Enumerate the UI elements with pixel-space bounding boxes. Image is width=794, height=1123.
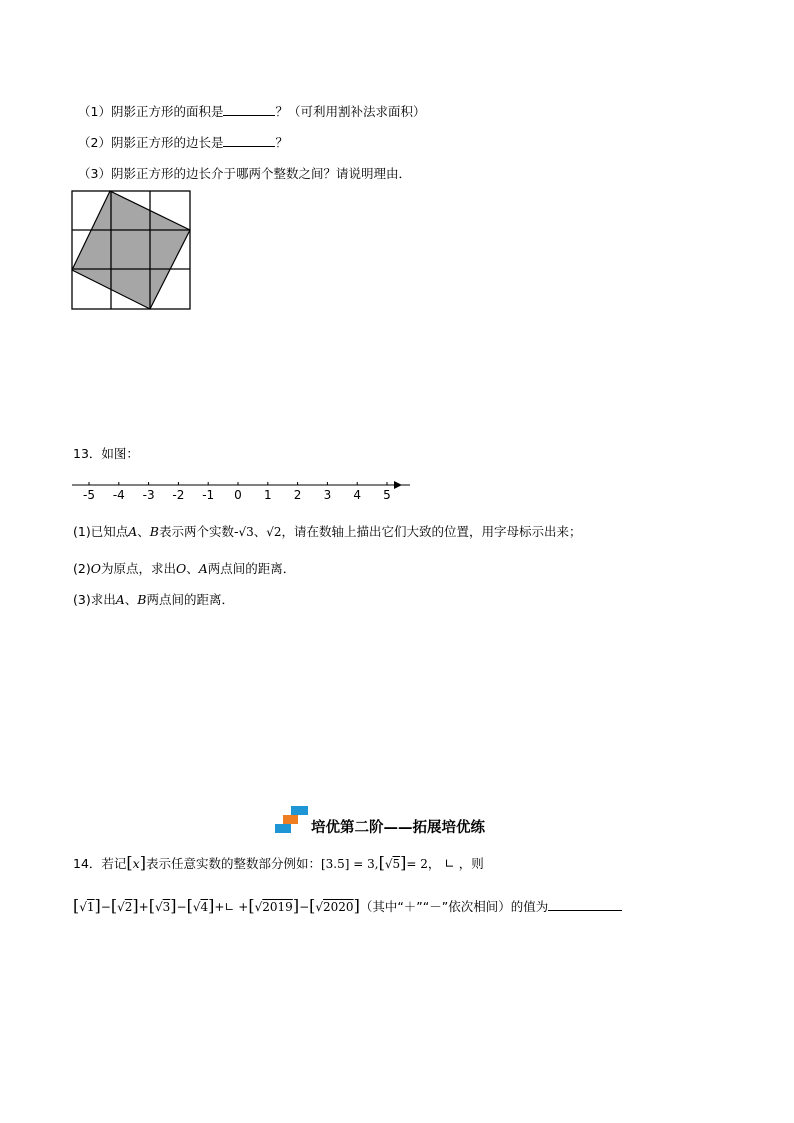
point-label-a: A <box>198 561 208 576</box>
q13-p3-tail: 两点间的距离． <box>146 592 234 607</box>
q13-p2-tail: 两点间的距离． <box>207 561 296 576</box>
variable-x: x <box>132 856 140 871</box>
q13-p1-prefix: (1)已知点 <box>73 524 129 539</box>
q12-line3-text: （3）阴影正方形的边长介于哪两个整数之间？请说明理由． <box>78 166 411 181</box>
bracket-right: ] <box>353 896 360 915</box>
q12-line2-tail: ？ <box>275 135 288 150</box>
answer-blank[interactable] <box>223 103 275 116</box>
q14-line1-tail: ， ∟ ，则 <box>427 856 484 871</box>
q13-p1-tail: ，请在数轴上描出它们大致的位置，用字母标示出来； <box>281 524 582 539</box>
sqrt-sign: √ <box>117 900 125 914</box>
bracket-left: [ <box>110 896 118 915</box>
tick-label: 2 <box>293 488 302 502</box>
bracket-left: [ <box>186 896 193 915</box>
point-label-a: A <box>115 592 125 607</box>
sqrt-2: √2 <box>266 525 282 539</box>
q12-line1-text: （1）阴影正方形的面积是 <box>78 104 224 119</box>
point-label-b: B <box>137 592 147 607</box>
q14-line1 <box>73 855 484 872</box>
tick-label: -2 <box>172 488 185 502</box>
logo-block-orange <box>283 815 298 824</box>
bracket-left: [ <box>378 853 385 872</box>
tick-label: -5 <box>83 488 95 502</box>
bracket-right: ] <box>170 896 177 915</box>
q13-p3-prefix: (3)求出 <box>73 592 116 607</box>
answer-blank[interactable] <box>223 134 275 147</box>
tick-label: 4 <box>353 488 362 502</box>
shaded-square <box>72 191 190 309</box>
minus-sign: − <box>299 900 310 914</box>
q14-line2 <box>73 896 622 917</box>
number-line <box>70 474 410 504</box>
minus-sign: − <box>100 900 111 914</box>
logo-block-blue-top <box>291 806 308 815</box>
q12-line3 <box>78 166 411 182</box>
bracket-right: ] <box>132 896 139 915</box>
separator: 、 <box>253 524 267 539</box>
plus-sign: + <box>138 900 149 914</box>
q14-prefix: 14．若记 <box>73 856 127 871</box>
point-label-o: O <box>90 561 101 576</box>
q12-line2-text: （2）阴影正方形的边长是 <box>78 135 224 150</box>
tick-label: -4 <box>112 488 125 502</box>
tick-label: 0 <box>234 488 242 502</box>
tick-label: -1 <box>202 488 215 502</box>
separator: 、 <box>137 524 150 539</box>
tick-label: 3 <box>323 488 332 502</box>
bracket-left: [ <box>148 896 155 915</box>
q12-line1 <box>78 103 425 120</box>
bracket-right: ] <box>139 853 146 872</box>
tick-label: -3 <box>142 488 155 502</box>
example-2-eq: = 2 <box>406 857 428 871</box>
bracket-right: ] <box>292 896 300 915</box>
q13-title: 13．如图： <box>73 446 139 461</box>
ellipsis: +∟ + <box>214 900 249 914</box>
grid-figure <box>70 189 194 313</box>
logo-block-blue-bottom <box>275 824 291 833</box>
number-line-arrow <box>394 481 402 489</box>
answer-blank[interactable] <box>548 898 622 911</box>
sqrt-sign: √ <box>254 900 263 914</box>
separator: 、 <box>124 592 138 607</box>
point-label-b: B <box>149 524 159 539</box>
tick-label: 1 <box>263 488 272 502</box>
sqrt-sign: √ <box>384 857 393 871</box>
radicand-1: 1 <box>86 900 95 914</box>
example-1: [3.5] = 3, <box>320 857 379 871</box>
section-title: 培优第二阶——拓展培优练 <box>311 820 485 836</box>
example-2-value: 5 <box>392 857 401 871</box>
radicand-2020: 2020 <box>323 900 354 914</box>
bracket-right: ] <box>94 896 101 915</box>
sqrt-sign: √ <box>154 900 163 914</box>
separator: 、 <box>186 561 199 576</box>
q13-part3 <box>73 592 234 608</box>
bracket-left: [ <box>309 896 316 915</box>
q14-line2-tail: （其中“＋”“－”依次相间）的值为 <box>359 899 549 914</box>
bracket-left: [ <box>126 853 133 872</box>
q13-p1-mid: 表示两个实数- <box>158 524 239 539</box>
radicand-4: 4 <box>200 900 209 914</box>
bracket-right: ] <box>400 853 407 872</box>
tick-label: 5 <box>383 488 391 502</box>
q13-part1 <box>73 524 582 540</box>
bracket-left: [ <box>248 896 255 915</box>
q12-line2 <box>78 134 288 151</box>
bracket-right: ] <box>208 896 215 915</box>
point-label-a: A <box>128 524 138 539</box>
q13-p2-mid: 为原点，求出 <box>100 561 176 576</box>
sqrt-sign: √ <box>79 900 87 914</box>
q14-mid: 表示任意实数的整数部分例如： <box>145 856 321 871</box>
point-label-o: O <box>175 561 187 576</box>
sqrt-sign: √ <box>315 900 324 914</box>
q13-part2 <box>73 561 295 577</box>
q13-p2-prefix: (2) <box>73 561 91 576</box>
radicand-2: 2 <box>124 900 133 914</box>
sqrt-sign: √ <box>192 900 201 914</box>
section-logo-icon <box>273 806 313 834</box>
radicand-3: 3 <box>162 900 171 914</box>
radicand-2019: 2019 <box>262 900 293 914</box>
bracket-left: [ <box>73 896 80 915</box>
minus-sign: − <box>176 900 187 914</box>
q12-line1-tail: ？（可利用割补法求面积） <box>275 104 426 119</box>
sqrt-3: √3 <box>238 525 254 539</box>
tick-labels <box>83 488 391 502</box>
